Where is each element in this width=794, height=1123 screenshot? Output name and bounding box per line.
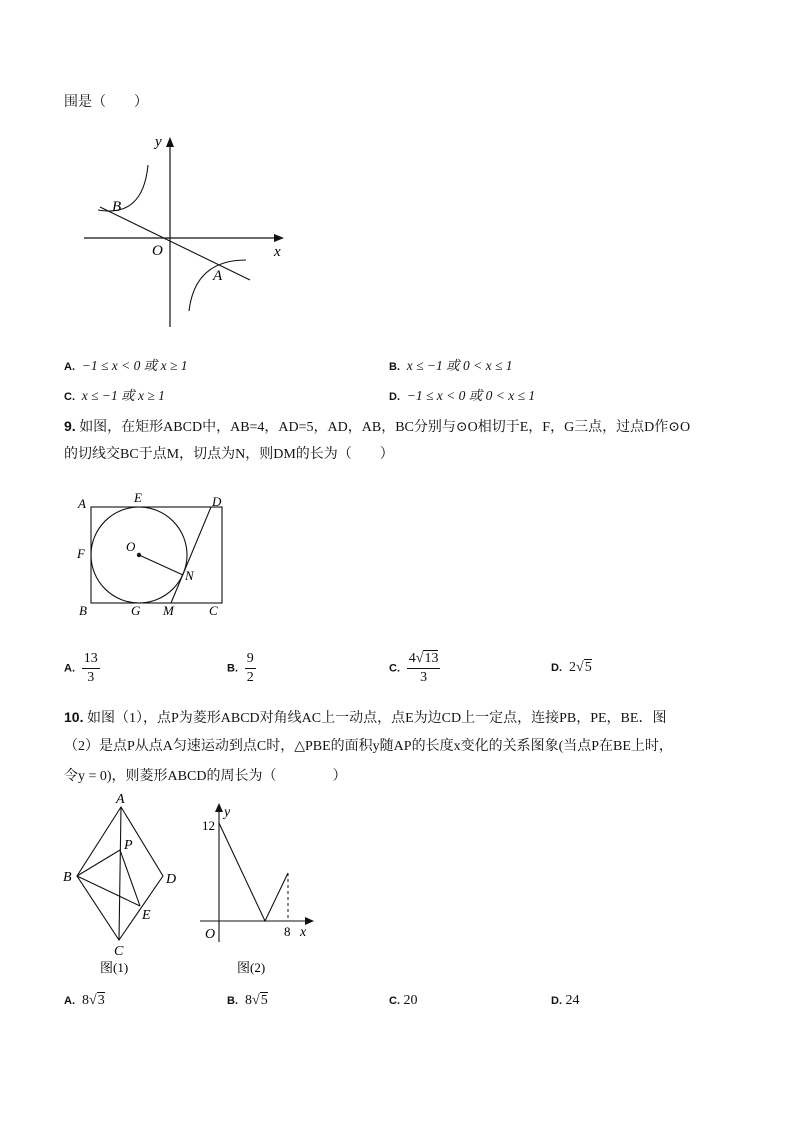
q9-label-c: C [209, 603, 218, 618]
q9-label-e: E [134, 490, 142, 505]
rectangle-abcd [91, 507, 222, 603]
q8-label-b: B [112, 199, 122, 215]
q10-fig2-tick-12: 12 [202, 818, 215, 833]
function-graph [219, 823, 288, 921]
tangent-line-dm [171, 507, 211, 603]
q9-label-m: M [163, 603, 174, 618]
segment-pb [77, 850, 120, 876]
q8-stem-tail: 围是（ ） [64, 95, 148, 110]
radius-on [139, 555, 183, 575]
center-point [137, 553, 141, 557]
q10-label-a: A [116, 792, 125, 807]
q10-fig2-label-origin: O [205, 927, 216, 942]
q9-figure [0, 480, 794, 630]
diagonal-ac [119, 807, 121, 940]
x-axis-arrow [274, 234, 284, 242]
q9-stem-line1: 9. 如图，在矩形ABCD中，AB=4，AD=5，AD，AB，BC分别与⊙O相切于E，F，G三点，过点D作⊙O [64, 418, 691, 435]
q9-option-c[interactable]: C. $\frac{4√13}{3}$ [389, 651, 439, 685]
q9-label-b: B [79, 603, 87, 618]
q9-option-d[interactable]: D. 2√5 [551, 660, 592, 675]
q9-label-n: N [185, 568, 194, 583]
q10-option-c[interactable]: C. 20 [389, 993, 418, 1008]
q8-option-b[interactable]: B. x ≤ −1 或 0 < x ≤ 1 [389, 358, 513, 373]
q9-label-g: G [131, 603, 141, 618]
q9-option-a[interactable]: A. $\frac{13}{3}$ [64, 651, 98, 685]
q10-label-d: D [166, 872, 177, 887]
q10-label-p: P [124, 838, 133, 853]
fraction: $\frac{13}{3}$ [83, 651, 98, 685]
x-axis-arrow [305, 917, 314, 925]
q8-option-a[interactable]: A. −1 ≤ x < 0 或 x ≥ 1 [64, 358, 188, 373]
q9-label-o: O [126, 539, 136, 554]
q8-label-x: x [274, 244, 281, 260]
q8-label-a: A [213, 268, 223, 284]
q8-label-y: y [155, 134, 162, 150]
q10-number: 10. [64, 709, 84, 725]
q9-label-f: F [77, 546, 85, 561]
q10-stem-line3: 令y = 0)，则菱形ABCD的周长为（ ） [64, 769, 347, 784]
q10-stem-line1: 10. 如图（1），点P为菱形ABCD对角线AC上一动点，点E为边CD上一定点，连接PB，PE，BE．图 [64, 709, 667, 726]
q9-option-b[interactable]: B. $\frac{9}{2}$ [227, 651, 254, 685]
q10-label-e: E [142, 908, 151, 923]
q8-option-d[interactable]: D. −1 ≤ x < 0 或 0 < x ≤ 1 [389, 388, 536, 403]
q10-fig2-label-y: y [224, 805, 231, 820]
q10-figure-2 [190, 790, 330, 980]
q10-figure-1 [0, 790, 190, 980]
q10-label-c: C [114, 944, 124, 959]
y-axis-arrow [215, 803, 223, 812]
q9-stem-line2: 的切线交BC于点M，切点为N，则DM的长为（ ） [64, 447, 394, 462]
q9-label-a: A [78, 496, 86, 511]
fraction: $\frac{9}{2}$ [246, 651, 254, 685]
q10-stem-line2: （2）是点P从点A匀速运动到点C时，△PBE的面积y随AP的长度x变化的关系图象(当点P在BE上时， [64, 739, 673, 754]
q10-fig2-label-x: x [300, 925, 307, 940]
linear-function-line [100, 207, 250, 280]
q10-option-b[interactable]: B. 8√5 [227, 993, 268, 1008]
q10-option-d[interactable]: D. 24 [551, 993, 580, 1008]
q10-label-b: B [63, 870, 72, 885]
q10-option-a[interactable]: A. 8√3 [64, 993, 105, 1008]
y-axis-arrow [166, 137, 174, 147]
q10-caption-2: 图(2) [237, 960, 266, 975]
q8-option-c[interactable]: C. x ≤ −1 或 x ≥ 1 [64, 388, 165, 403]
hyperbola-branch-upper-left [98, 165, 148, 211]
q8-label-origin: O [152, 243, 163, 259]
q9-number: 9. [64, 418, 76, 434]
fraction: $\frac{4√13}{3}$ [408, 651, 439, 685]
q10-caption-1: 图(1) [100, 960, 129, 975]
q8-graph [0, 0, 794, 340]
q9-label-d: D [212, 494, 222, 509]
q10-fig2-tick-8: 8 [284, 924, 291, 939]
